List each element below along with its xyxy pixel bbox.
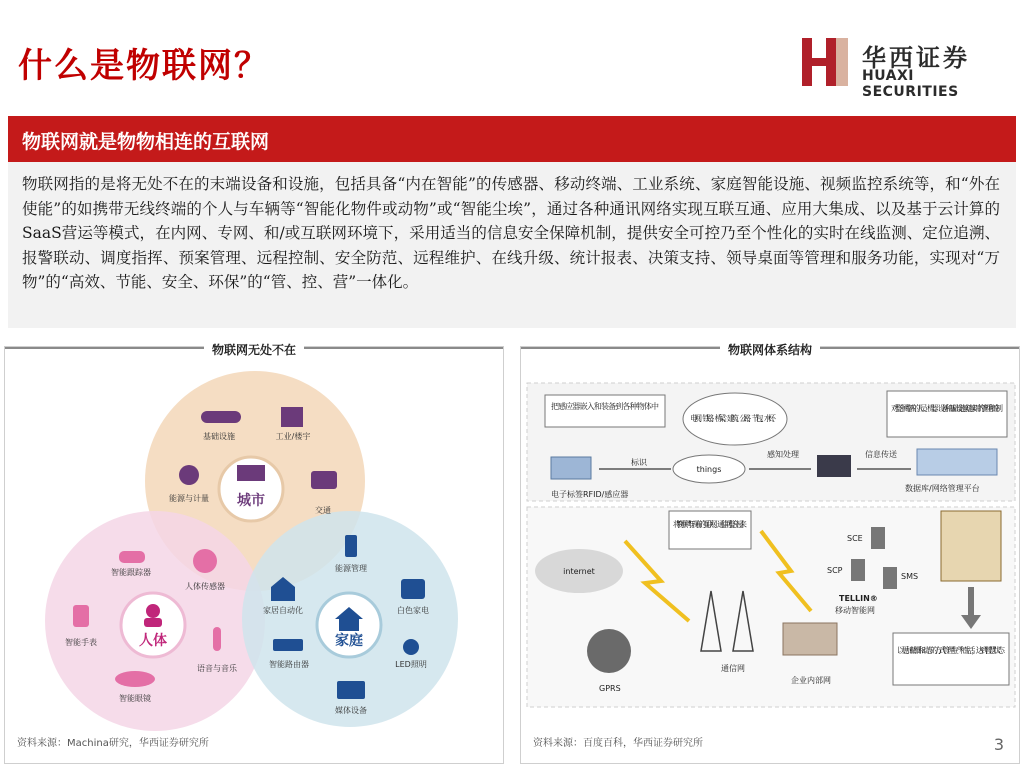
person-illustration	[941, 511, 1001, 581]
washer-icon	[401, 579, 425, 599]
sms-label: SMS	[901, 572, 919, 581]
microphone-icon	[213, 627, 221, 651]
page-title: 什么是物联网？	[18, 46, 270, 86]
integration-note: 对整合网络内的人员、机器、设备和基础设施实施实时的管理和控制	[891, 404, 1003, 413]
sense-label: 感知处理	[767, 450, 799, 459]
voice-music-label: 语音与音乐	[197, 664, 237, 673]
city-label: 城市	[237, 493, 265, 509]
sms-server-icon	[883, 567, 897, 589]
laptop-icon	[817, 455, 851, 477]
info-transfer-label: 信息传送	[865, 450, 897, 459]
factory-icon	[281, 407, 303, 427]
meter-icon	[179, 465, 199, 485]
enterprise-label: 企业内部网	[791, 676, 831, 685]
merge-note: 将“物联网”与现有的互联网、通信网整合起来	[673, 520, 747, 529]
led-label: LED照明	[395, 660, 427, 669]
watch-icon	[73, 605, 89, 627]
logo-chinese-text: 华西证券	[862, 44, 970, 72]
rfid-device-icon	[551, 457, 591, 479]
rfid-label: 电子标签RFID/感应器	[551, 490, 629, 499]
integration-note-box	[887, 391, 1007, 437]
sensor-note: 把感应器嵌入和装备到各种物体中	[551, 402, 659, 411]
tracker-icon	[119, 551, 145, 563]
tellin-label: TELLIN®	[839, 594, 878, 603]
watch-label: 智能手表	[65, 638, 97, 647]
sce-label: SCE	[847, 534, 863, 543]
gprs-label: GPRS	[599, 684, 621, 693]
router-icon	[273, 639, 303, 651]
iot-architecture-panel	[520, 343, 1020, 764]
bulb-icon	[403, 639, 419, 655]
huaxi-logo-icon	[800, 36, 850, 88]
body-sensor-icon	[193, 549, 217, 573]
scp-label: SCP	[827, 566, 843, 575]
banner-title: 物联网就是物物相连的互联网	[22, 131, 270, 153]
city-hub-icon	[237, 465, 265, 481]
identify-label: 标识	[631, 458, 647, 467]
db-platform-icon	[917, 449, 997, 475]
energy-mgmt-label: 能源管理	[335, 564, 367, 573]
glasses-label: 智能眼镜	[119, 694, 151, 703]
energy-meter-label: 能源与计量	[169, 494, 209, 503]
home-auto-label: 家居自动化	[263, 606, 303, 615]
media-label: 媒体设备	[335, 706, 367, 715]
enterprise-building-icon	[783, 623, 837, 655]
bus-icon	[311, 471, 337, 489]
intro-box	[8, 162, 1016, 328]
home-label: 家庭	[335, 633, 363, 649]
telecom-label: 通信网	[721, 664, 745, 673]
tracker-label: 智能跟踪器	[111, 568, 151, 577]
person-hub-icon	[146, 604, 160, 618]
white-goods-item	[397, 579, 429, 615]
merge-note-box	[669, 511, 751, 549]
bridge-icon	[201, 411, 241, 423]
objects-note: 电网、铁路、桥梁、建筑、公路、节包、水杯、	[690, 414, 780, 423]
battery-icon	[345, 535, 357, 557]
industry-label: 工业/楼宇	[275, 432, 311, 441]
db-platform-label: 数据库/网络管理平台	[905, 484, 980, 493]
smart-note: 以更加精细和动态的方式管理生产和生活，达到“智慧”状态	[897, 646, 1005, 655]
satellite-dish-icon	[587, 629, 631, 673]
page-number: 3	[993, 735, 1004, 754]
panel-title: 物联网无处不在	[204, 343, 304, 357]
iot-everywhere-panel	[4, 343, 504, 764]
section-banner	[8, 116, 1016, 162]
media-item	[335, 681, 367, 715]
mobile-net-label: 移动智能网	[835, 606, 875, 615]
things-label: things	[696, 465, 722, 474]
right-source: 资料来源：百度百科，华西证券研究所	[533, 738, 703, 749]
white-goods-label: 白色家电	[397, 606, 429, 615]
smart-note-box	[893, 633, 1009, 685]
internet-label: internet	[563, 567, 595, 576]
transport-label: 交通	[315, 506, 331, 515]
iot-venn-diagram	[5, 361, 505, 741]
router-label: 智能路由器	[269, 660, 309, 669]
intro-paragraph: 物联网指的是将无处不在的末端设备和设施，包括具备“内在智能”的传感器、移动终端、工业系统、家庭智能设施、视频监控系统等，和“外在使能”的如携带无线终端的个人与车辆等“智能化物件或动物”或“智能尘埃”，通过各种通讯网络实现互联互通、应用大集成、以及基于云计算的SaaS营运等模式，在内网、专网、和/或互联网环境下，采用适当的信息安全保障机制，提供安全可控乃至个性化的实时在线监测、定位追溯、报警联动、调度指挥、预案管理、远程控制、安全防范、远程维护、在线升级、统计报表、决策支持、领导桌面等管理和服务功能，实现对“万物”的“高效、节能、安全、环保”的“管、控、营”一体化。	[22, 175, 1000, 291]
left-source: 资料来源：Machina研究，华西证券研究所	[17, 738, 209, 749]
scp-server-icon	[851, 559, 865, 581]
logo-english-text: HUAXI SECURITIES	[862, 68, 959, 100]
panel-title: 物联网体系结构	[720, 343, 820, 357]
infra-label: 基础设施	[203, 432, 235, 441]
glasses-icon	[115, 671, 155, 687]
sensor-note-box	[545, 395, 665, 427]
person-label: 人体	[139, 633, 167, 649]
body-sensor-label: 人体传感器	[185, 582, 225, 591]
sce-server-icon	[871, 527, 885, 549]
iot-architecture-diagram	[521, 361, 1021, 751]
company-logo	[800, 36, 1010, 100]
monitor-icon	[337, 681, 365, 699]
